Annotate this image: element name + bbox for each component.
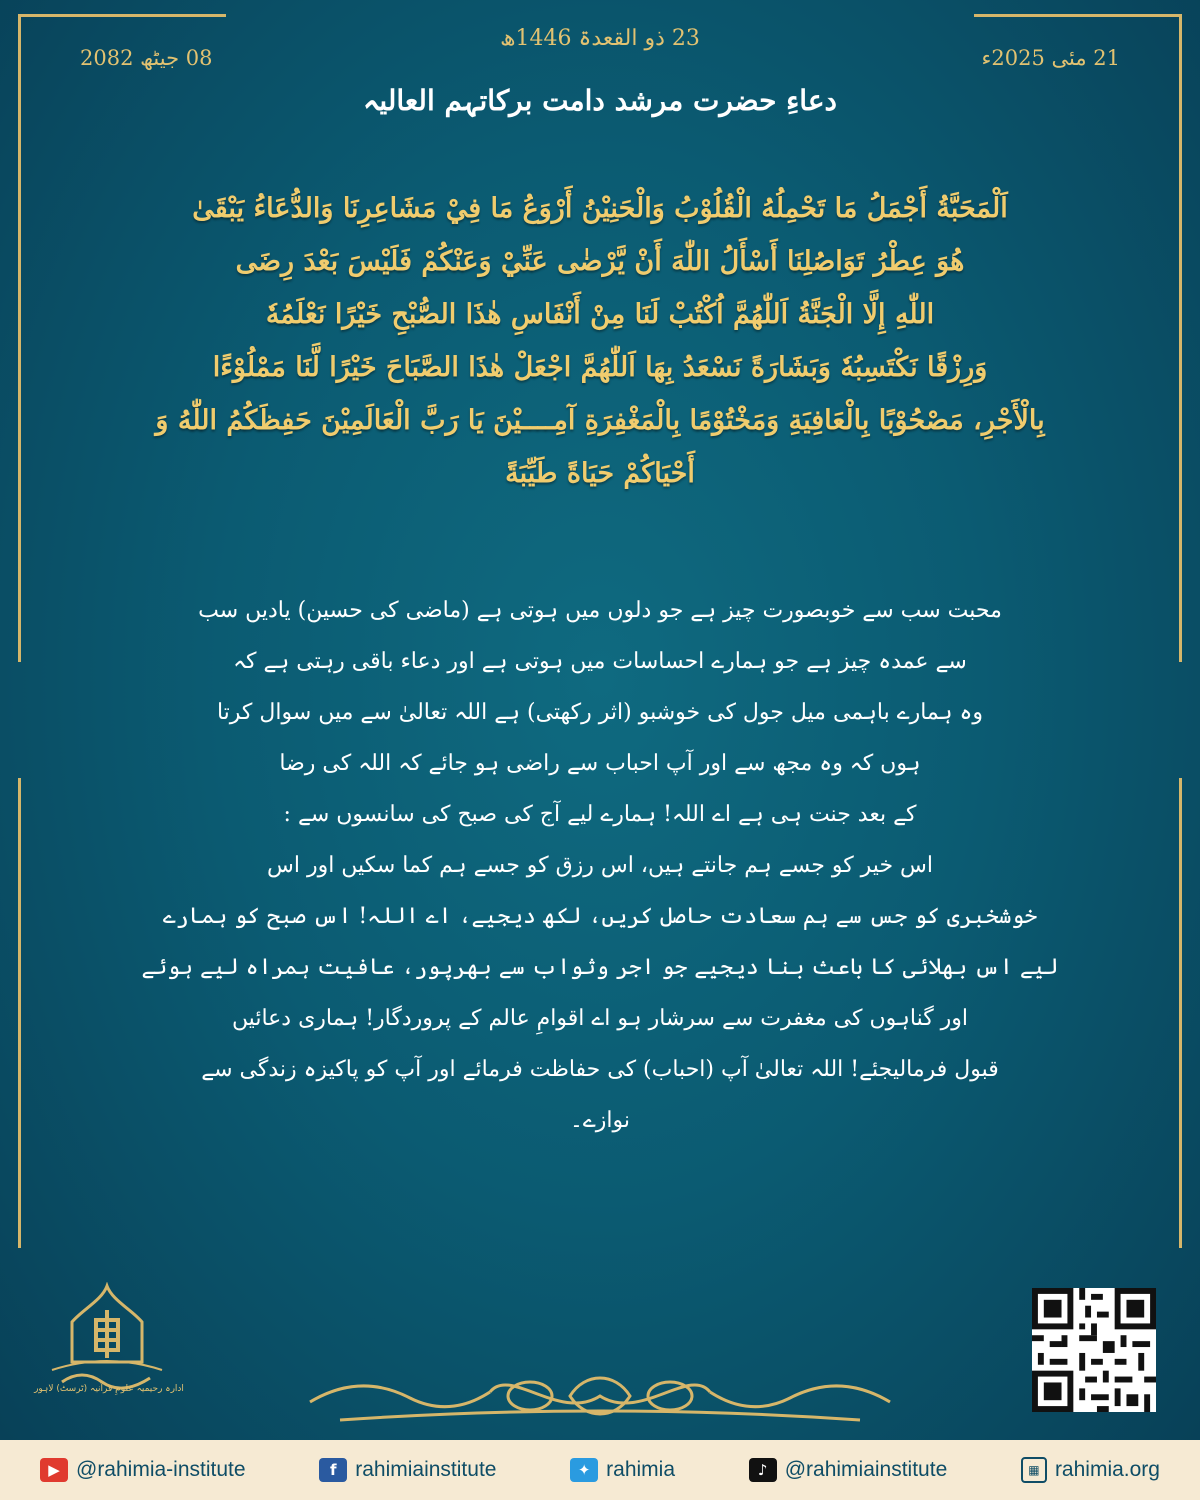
twitter-link[interactable]	[570, 1458, 675, 1482]
tiktok-handle: @rahimiainstitute	[784, 1458, 948, 1481]
urdu-line: محبت سب سے خوبصورت چیز ہے جو دلوں میں ہوتی ہے (ماضی کی حسین) یادیں سب	[198, 598, 1002, 623]
frame-line-right-lower	[1179, 778, 1182, 1248]
tiktok-icon: ♪	[749, 1458, 777, 1482]
urdu-line: وہ ہمارے باہمی میل جول کی خوشبو (اثر رکھتی) ہے اللہ تعالیٰ سے میں سوال کرتا	[216, 700, 984, 725]
social-footer	[0, 1440, 1200, 1500]
rahimia-logo	[42, 1282, 172, 1417]
arabic-line: بِالْأَجْرِ، مَصْحُوْبًا بِالْعَافِيَةِ وَمَخْتُوْمًا بِالْمَغْفِرَةِ آمِــــيْنَ يَا رَبَّ الْعَالَمِيْنَ حَفِظَكُمُ اللّٰهُ وَ	[155, 405, 1045, 436]
qr-code[interactable]	[1032, 1288, 1156, 1412]
logo-subtitle: ادارہ رحیمیہ علومِ قرآنیہ (ٹرسٹ) لاہور	[34, 1384, 184, 1394]
website-url: rahimia.org	[1054, 1458, 1160, 1481]
arabic-prayer	[70, 182, 1130, 500]
frame-line-left-lower	[18, 778, 21, 1248]
urdu-translation	[130, 585, 1070, 1146]
arabic-line: وَرِزْقًا نَكْتَسِبُهٗ وَبَشَارَةً نَسْعَدُ بِهَا اَللّٰهُمَّ اجْعَلْ هٰذَا الصَّبَاحَ خَيْرًا لَّنَا مَمْلُوْءًا	[212, 352, 988, 383]
facebook-link[interactable]	[319, 1458, 496, 1482]
urdu-line: اور گناہوں کی مغفرت سے سرشار ہو اے اقوامِ عالم کے پروردگار! ہماری دعائیں	[231, 1006, 969, 1031]
urdu-line: اس خیر کو جسے ہم جانتے ہیں، اس رزق کو جسے ہم کما سکیں اور اس	[266, 853, 934, 878]
gregorian-date: 21 مئی 2025ء	[981, 46, 1120, 70]
urdu-line: نوازے۔	[569, 1108, 630, 1133]
hijri-date: 23 ذو القعدۃ 1446ھ	[500, 26, 700, 51]
urdu-line: سے عمدہ چیز ہے جو ہمارے احساسات میں ہوتی ہے اور دعاء باقی رہتی ہے کہ	[233, 649, 967, 674]
bikrami-date: 08 جیٹھ 2082	[80, 46, 213, 70]
page-title: دعاءِ حضرت مرشد دامت برکاتہم العالیہ	[362, 84, 838, 117]
arabic-line: أَحْيَاكُمْ حَيَاةً طَيِّبَةً	[505, 458, 695, 489]
urdu-line: قبول فرمالیجئے! اللہ تعالیٰ آپ (احباب) کی حفاظت فرمائے اور آپ کو پاکیزہ زندگی سے	[201, 1057, 999, 1082]
website-link[interactable]	[1021, 1457, 1160, 1483]
ornament-divider	[300, 1362, 900, 1434]
urdu-line: ہوں کہ وہ مجھ سے اور آپ احباب سے راضی ہو جائے کہ اللہ کی رضا	[279, 751, 921, 776]
tiktok-link[interactable]	[749, 1458, 948, 1482]
twitter-icon: ✦	[570, 1458, 598, 1482]
qr-small-icon: ▦	[1021, 1457, 1047, 1483]
facebook-icon: f	[319, 1458, 347, 1482]
arabic-line: اَلْمَحَبَّةُ أَجْمَلُ مَا تَحْمِلُهُ الْقُلُوْبُ وَالْحَنِيْنُ أَرْوَعُ مَا فِيْ مَشَاعِرِنَا وَالدُّعَاءُ يَبْقَىٰ	[192, 193, 1008, 224]
urdu-line: خوشخبری کو جس سے ہم سعادت حاصل کریں، لکھ دیجیے، اے اللہ! اس صبح کو ہمارے	[162, 904, 1038, 929]
arabic-line: هُوَ عِطْرُ تَوَاصُلِنَا أَسْأَلُ اللّٰهَ أَنْ يَّرْضٰى عَنِّيْ وَعَنْكُمْ فَلَيْسَ بَعْدَ رِضَى	[235, 246, 965, 277]
urdu-line: لیے اس بھلائی کا باعث بنا دیجیے جو اجر وثواب سے بھرپور، عافیت ہمراہ لیے ہوئے	[141, 955, 1059, 980]
youtube-icon: ▶	[40, 1458, 68, 1482]
youtube-link[interactable]	[40, 1458, 246, 1482]
youtube-handle: @rahimia-institute	[76, 1458, 246, 1481]
arabic-line: اللّٰهِ إِلَّا الْجَنَّةُ اَللّٰهُمَّ اُكْتُبْ لَنَا مِنْ أَنْفَاسِ هٰذَا الصُّبْحِ خَيْرًا نَعْلَمُهٗ	[265, 299, 935, 330]
urdu-line: کے بعد جنت ہی ہے اے اللہ! ہمارے لیے آج کی صبح کی سانسوں سے :	[283, 802, 917, 827]
twitter-handle: rahimia	[606, 1458, 676, 1481]
facebook-handle: rahimiainstitute	[355, 1458, 497, 1481]
